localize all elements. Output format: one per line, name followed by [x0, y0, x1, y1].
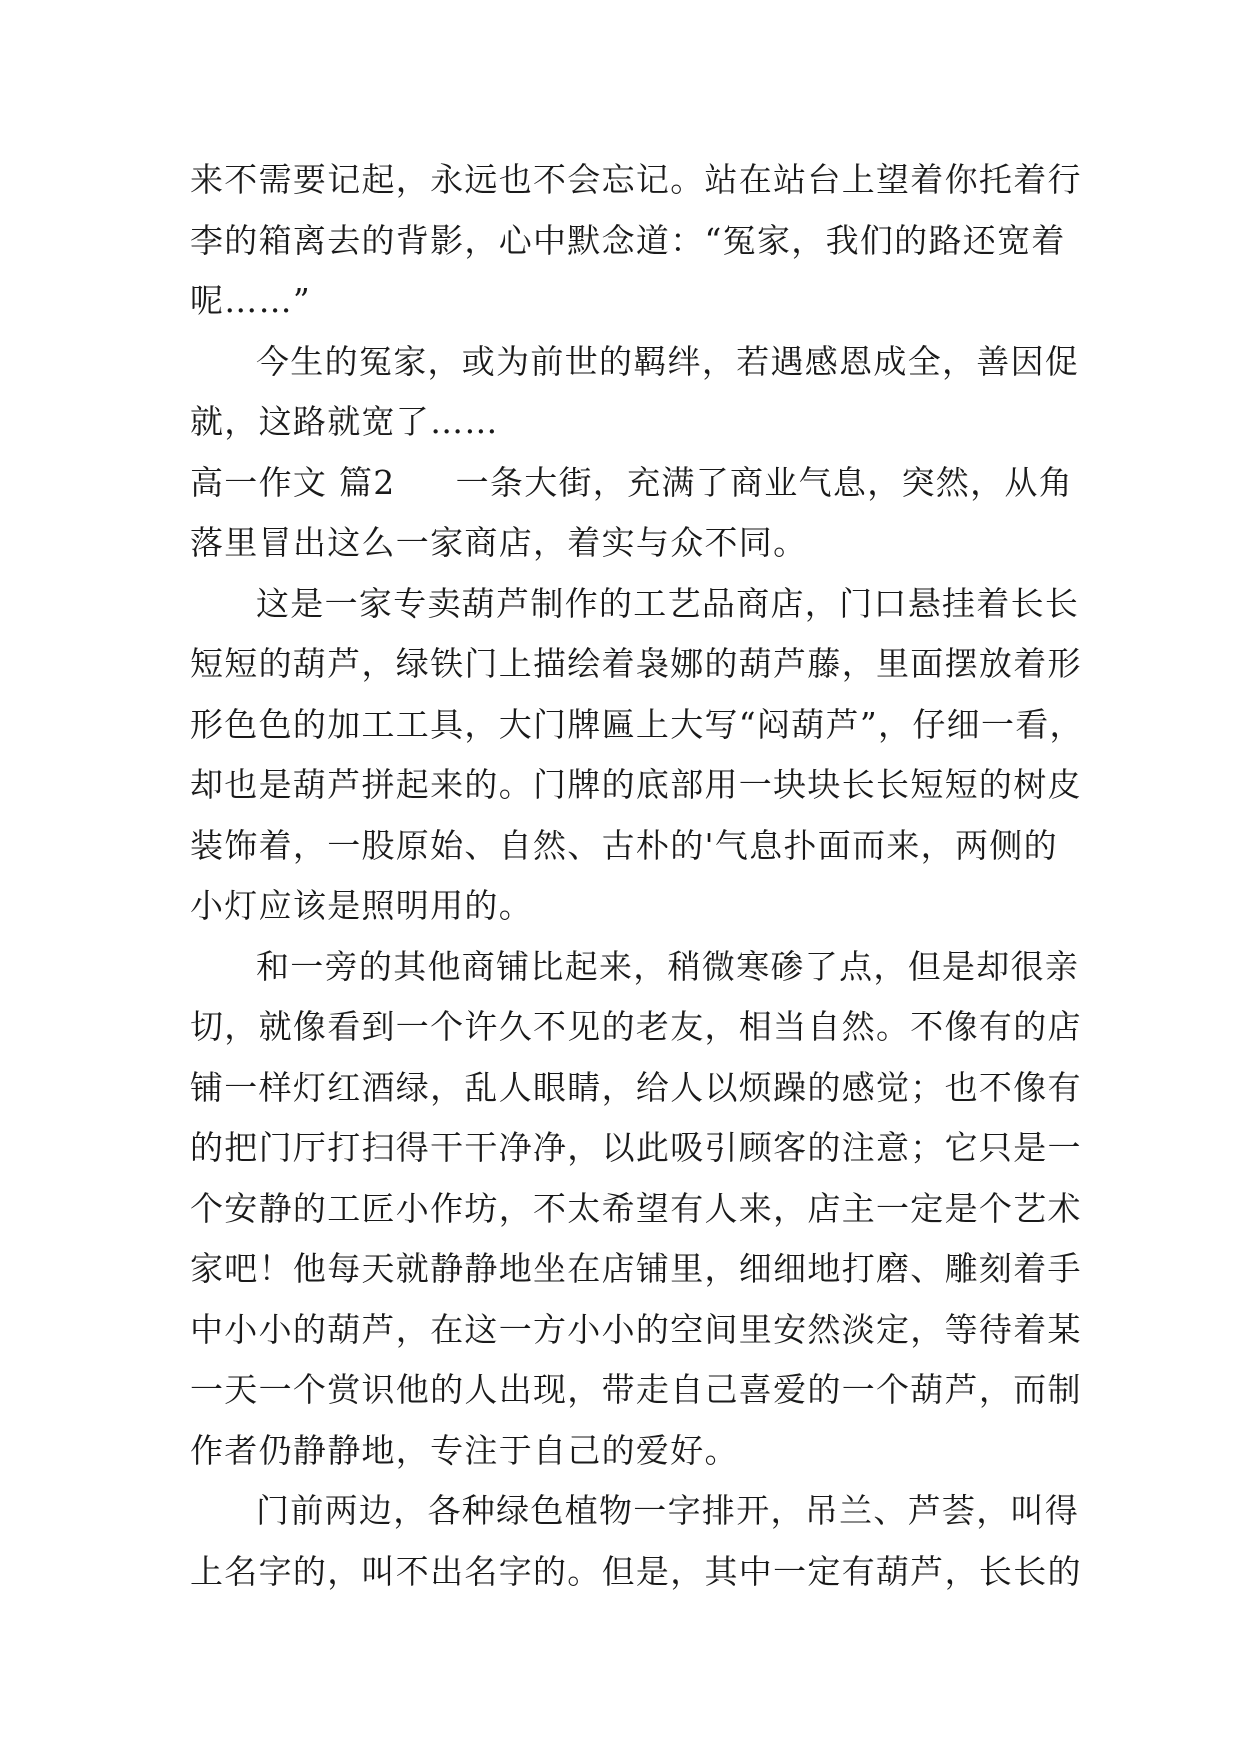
paragraph-5 [190, 937, 1082, 1482]
text-line: 一天一个赏识他的人出现，带走自己喜爱的一个葫芦，而制 [190, 1370, 1082, 1409]
text-line: 这是一家专卖葫芦制作的工艺品商店，门口悬挂着长长 [256, 583, 1080, 623]
paragraph-6 [190, 1481, 1082, 1602]
paragraph-1 [190, 150, 1082, 332]
heading-line [190, 453, 1073, 514]
text-line: 铺一样灯红酒绿，乱人眼睛，给人以烦躁的感觉；也不像有 [190, 1067, 1082, 1107]
text-line: 门前两边，各种绿色植物一字排开，吊兰、芦荟，叫得 [256, 1491, 1080, 1530]
text-line: 个安静的工匠小作坊，不太希望有人来，店主一定是个艺术 [190, 1188, 1082, 1228]
text-line: 小灯应该是照明用的。 [190, 886, 533, 925]
text-line: 就，这路就宽了…… [190, 402, 499, 441]
text-line: 作者仍静静地，专注于自己的爱好。 [190, 1430, 739, 1470]
text-line: 家吧！他每天就静静地坐在店铺里，细细地打磨、雕刻着手 [190, 1249, 1082, 1288]
text-line: 呢……” [190, 281, 312, 320]
text-line: 形色色的加工工具，大门牌匾上大写“闷葫芦”，仔细一看， [190, 704, 1084, 744]
text-line: 今生的冤家，或为前世的羁绊，若遇感恩成全，善因促 [256, 341, 1080, 381]
text-line: 落里冒出这么一家商店，着实与众不同。 [190, 523, 808, 562]
text-line: 却也是葫芦拼起来的。门牌的底部用一块块长长短短的树皮 [190, 765, 1082, 804]
paragraph-4 [190, 574, 1084, 937]
text-line: 李的箱离去的背影，心中默念道：“冤家，我们的路还宽着 [190, 220, 1066, 260]
section-heading: 高一作文 篇2 [190, 462, 396, 502]
text-line: 切，就像看到一个许久不见的老友，相当自然。不像有的店 [190, 1007, 1082, 1046]
text-line: 和一旁的其他商铺比起来，稍微寒碜了点，但是却很亲 [256, 946, 1080, 986]
text-segment: 一条大街，充满了商业气息，突然，从角 [455, 462, 1073, 502]
essay-body [190, 150, 1084, 1602]
paragraph-3 [190, 453, 1073, 574]
text-line: 的把门厅打扫得干干净净，以此吸引顾客的注意；它只是一 [190, 1128, 1082, 1167]
text-line: 来不需要记起，永远也不会忘记。站在站台上望着你托着行 [190, 160, 1082, 199]
text-line: 上名字的，叫不出名字的。但是，其中一定有葫芦，长长的 [190, 1551, 1082, 1591]
text-line: 中小小的葫芦，在这一方小小的空间里安然淡定，等待着某 [190, 1309, 1082, 1349]
text-line: 装饰着，一股原始、自然、古朴的'气息扑面而来，两侧的 [190, 825, 1058, 865]
paragraph-2 [190, 332, 1080, 453]
text-line: 短短的葫芦，绿铁门上描绘着袅娜的葫芦藤，里面摆放着形 [190, 644, 1082, 683]
